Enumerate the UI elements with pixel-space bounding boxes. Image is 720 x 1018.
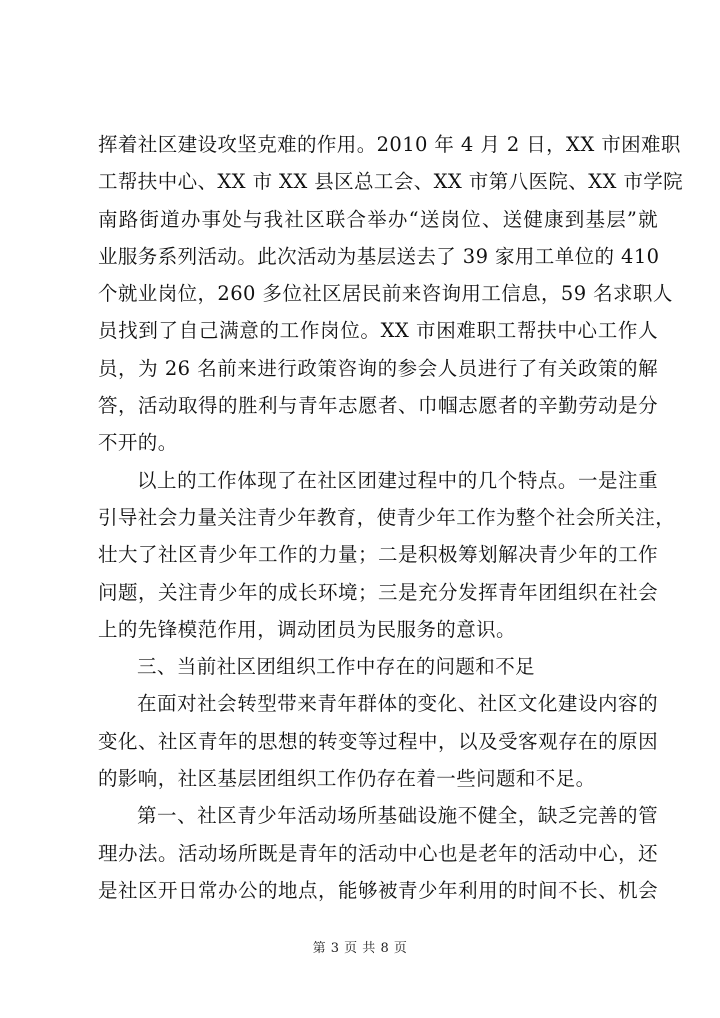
text-line: 员找到了自己满意的工作岗位。XX 市困难职工帮扶中心工作人 bbox=[98, 319, 658, 343]
text-line: 南路街道办事处与我社区联合举办“送岗位、送健康到基层”就 bbox=[98, 207, 658, 231]
text-line: 引导社会力量关注青少年教育，使青少年工作为整个社会所关注， bbox=[98, 505, 676, 529]
text-line: 在面对社会转型带来青年群体的变化、社区文化建设内容的 bbox=[137, 692, 658, 716]
text-line: 壮大了社区青少年工作的力量；二是积极筹划解决青少年的工作 bbox=[98, 543, 658, 567]
text-line: 不开的。 bbox=[98, 431, 178, 455]
text-line: 的影响，社区基层团组织工作仍存在着一些问题和不足。 bbox=[98, 767, 596, 791]
text-line: 上的先锋模范作用，调动团员为民服务的意识。 bbox=[98, 617, 516, 641]
page-footer: 第 3 页 共 8 页 bbox=[312, 941, 408, 956]
text-line: 员，为 26 名前来进行政策咨询的参会人员进行了有关政策的解 bbox=[98, 356, 658, 380]
text-line: 理办法。活动场所既是青年的活动中心也是老年的活动中心，还 bbox=[98, 841, 658, 865]
text-line: 以上的工作体现了在社区团建过程中的几个特点。一是注重 bbox=[137, 468, 658, 492]
text-line: 问题，关注青少年的成长环境；三是充分发挥青年团组织在社会 bbox=[98, 580, 658, 604]
text-line: 变化、社区青年的思想的转变等过程中，以及受客观存在的原因 bbox=[98, 729, 658, 753]
text-line: 工帮扶中心、XX 市 XX 县区总工会、XX 市第八医院、XX 市学院 bbox=[98, 170, 684, 194]
text-line: 第一、社区青少年活动场所基础设施不健全，缺乏完善的管 bbox=[137, 804, 658, 828]
text-line: 业服务系列活动。此次活动为基层送去了 39 家用工单位的 410 bbox=[98, 244, 660, 268]
text-line: 挥着社区建设攻坚克难的作用。2010 年 4 月 2 日，XX 市困难职 bbox=[98, 133, 681, 156]
text-line: 三、当前社区团组织工作中存在的问题和不足 bbox=[137, 655, 536, 679]
text-line: 是社区开日常办公的地点，能够被青少年利用的时间不长、机会 bbox=[98, 878, 658, 902]
text-line: 个就业岗位，260 多位社区居民前来咨询用工信息，59 名求职人 bbox=[98, 282, 673, 306]
text-line: 答，活动取得的胜利与青年志愿者、巾帼志愿者的辛勤劳动是分 bbox=[98, 394, 658, 418]
document-body bbox=[98, 126, 684, 909]
